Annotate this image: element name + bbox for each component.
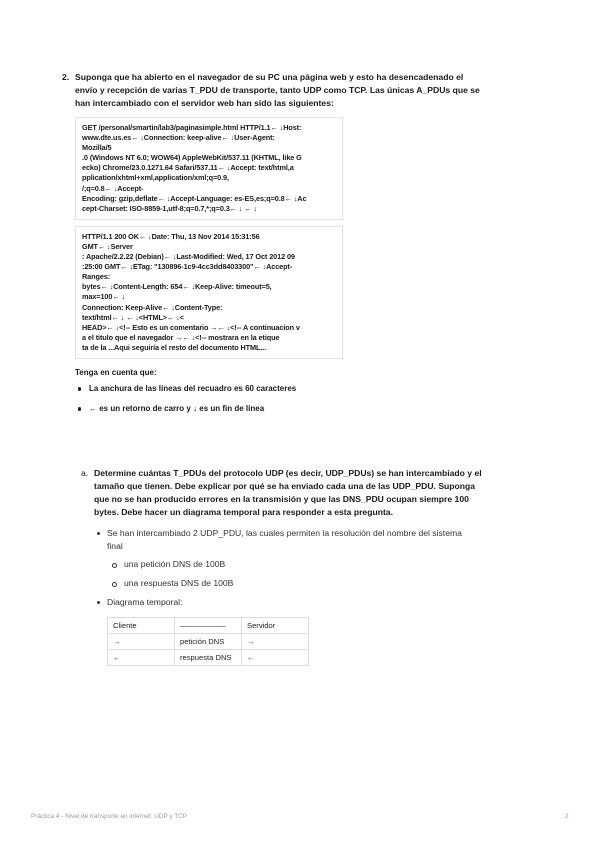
table-cell: respuesta DNS — [175, 650, 242, 666]
request-line: Mozilla/5 — [82, 143, 112, 153]
answer-item: Diagrama temporal: — [94, 596, 524, 609]
question-intro-line: han intercambiado con el servidor web han sido las siguientes: — [75, 98, 334, 108]
request-line: Encoding: gzip,deflate← ↓Accept-Language: es-ES,es;q=0.8← ↓Ac — [82, 193, 307, 203]
response-line: GMT← ↓Server — [82, 241, 133, 251]
sub-question-line: tamaño que tienen. Debe explicar por qué se ha enviado cada una de las UDP_PDU. Suponga — [94, 481, 476, 491]
response-line: : Apache/2.2.22 (Debian)← ↓Last-Modified: Wed, 17 Oct 2012 09 — [82, 252, 295, 262]
table-cell: petición DNS — [175, 634, 242, 650]
list-item: La anchura de las líneas del recuadro es 60 caracteres — [75, 383, 525, 395]
question-intro-line: Suponga que ha abierto en el navegador de su PC una página web y esto ha desencadenado el — [75, 72, 464, 82]
sub-question-a — [81, 467, 524, 666]
response-line: HEAD>← ↓<!-- Esto es un comentario →← ↓<!-- A continuacion v — [82, 322, 300, 332]
answer-list — [94, 527, 524, 609]
request-line: cept-Charset: ISO-8859-1,utf-8;q=0.7,*;q=0.3← ↓ ← ↓ — [82, 203, 257, 213]
answer-line: final — [107, 541, 123, 551]
http-request-box — [75, 117, 343, 220]
response-line: max=100← ↓ — [82, 292, 126, 302]
response-line: ta de la ...Aqui seguiría el resto del documento HTML... — [82, 342, 267, 352]
request-line: www.dte.us.es← ↓Connection: keep-alive← ↓User-Agent: — [82, 133, 275, 143]
notes-list — [75, 383, 525, 415]
response-line: text/html← ↓ ← ↓<HTML>← ↓< — [82, 312, 184, 322]
sub-question-line: Determine cuántas T_PDUs del protocolo UDP (es decir, UDP_PDUs) se han intercambiado y el — [94, 468, 482, 478]
table-cell: —————— — [175, 618, 242, 634]
list-item: una petición DNS de 100B — [107, 558, 524, 571]
response-line: a el titulo que el navegador →← ↓<!-- mostrara en la etique — [82, 332, 280, 342]
question-intro — [75, 71, 525, 110]
answer-line: Se han intercambiado 2 UDP_PDU, las cuales permiten la resolución del nombre del sistema — [107, 528, 462, 538]
table-cell: ← — [108, 650, 175, 666]
request-line: /;q=0.8← ↓Accept- — [82, 183, 144, 193]
table-cell: → — [242, 634, 309, 650]
table-cell: Servidor — [242, 618, 309, 634]
answer-sub-list — [107, 558, 524, 590]
sub-question-line: bytes. Debe hacer un diagrama temporal para responder a esta pregunta. — [94, 507, 393, 517]
page-number: 2 — [565, 813, 569, 820]
response-line: Connection: Keep-Alive← ↓Content-Type: — [82, 302, 223, 312]
response-line: Ranges: — [82, 272, 111, 282]
footer-title: Práctica 4 - Nivel de transporte en internet: UDP y TCP — [31, 813, 188, 820]
sub-question-line: que no se han producido errores en la transmisión y que las DNS_PDU ocupan siempre 100 — [94, 494, 469, 504]
request-line: ecko) Chrome/23.0.1271.64 Safari/537.11← ↓Accept: text/html,a — [82, 163, 294, 173]
sub-question-text — [94, 467, 524, 519]
list-item: ← es un retorno de carro y ↓ es un fin de línea — [75, 403, 525, 415]
request-line: pplication/xhtml+xml,application/xml;q=0.9, — [82, 173, 229, 183]
response-line: HTTP/1.1 200 OK← ↓Date: Thu, 13 Nov 2014 15:31:56 — [82, 231, 260, 241]
http-response-box — [75, 226, 343, 359]
table-row — [108, 650, 309, 666]
table-row — [108, 618, 309, 634]
request-line: GET /personal/smartin/lab3/paginasimple.html HTTP/1.1← ↓Host: — [82, 123, 302, 132]
question-intro-line: envío y recepción de varias T_PDU de transporte, tanto UDP como TCP. Las únicas A_PDUs que se — [75, 85, 480, 95]
table-cell: Cliente — [108, 618, 175, 634]
table-row — [108, 634, 309, 650]
response-line: :25:00 GMT← ↓ETag: "130896-1c9-4cc3dd8403300"← ↓Accept- — [82, 262, 293, 272]
answer-item — [94, 527, 524, 590]
notes-title: Tenga en cuenta que: — [75, 367, 157, 377]
sub-question-label: a. — [81, 468, 89, 478]
temporal-diagram-table — [107, 617, 309, 666]
question-2 — [62, 71, 525, 423]
table-cell: → — [108, 634, 175, 650]
question-number: 2. — [62, 72, 70, 82]
request-line: .0 (Windows NT 6.0; WOW64) AppleWebKit/537.11 (KHTML, like G — [82, 153, 302, 163]
list-item: una respuesta DNS de 100B — [107, 577, 524, 590]
response-line: bytes← ↓Content-Length: 654← ↓Keep-Alive: timeout=5, — [82, 282, 272, 292]
table-cell: ← — [242, 650, 309, 666]
